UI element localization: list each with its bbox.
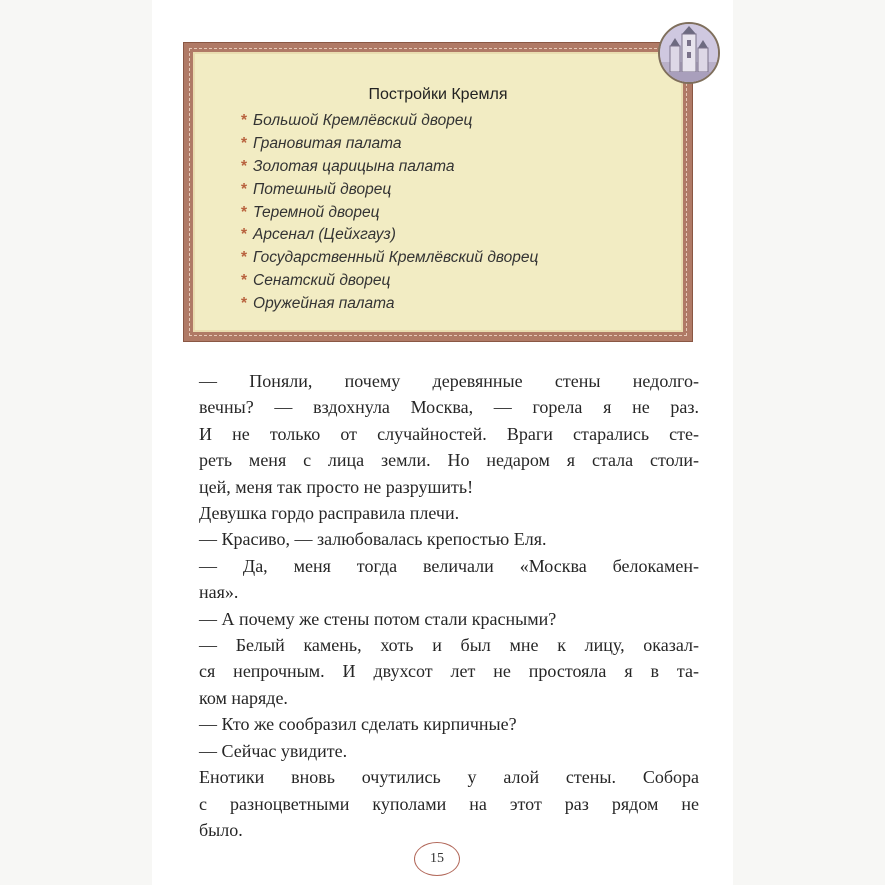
list-item: * Сенатский дворец [241, 272, 391, 290]
bullet-star: * [241, 295, 248, 313]
list-item: * Теремной дворец [241, 203, 380, 221]
bullet-star: * [241, 272, 248, 290]
list-item: * Оружейная палата [241, 295, 395, 313]
text-line: — Поняли, почему деревянные стены недолго- [199, 371, 699, 391]
text-line: с разноцветными куполами на этот раз рядом не [199, 793, 699, 814]
text-line: ся непрочным. И двухсот лет не простояла я в та- [199, 661, 699, 682]
kremlin-buildings-box [183, 42, 693, 342]
page-number: 15 [414, 842, 460, 876]
text-line: было. [199, 819, 243, 840]
bullet-star: * [241, 134, 248, 152]
box-title: Постройки Кремля [368, 86, 508, 103]
list-item: * Большой Кремлёвский дворец [241, 112, 473, 129]
text-line: И не только от случайностей. Враги старались сте- [199, 423, 699, 444]
bullet-star: * [241, 180, 248, 198]
list-item: * Потешный дворец [241, 180, 392, 198]
list-item: * Грановитая палата [241, 134, 402, 152]
bullet-star: * [241, 226, 248, 244]
list-item: * Арсенал (Цейхгауз) [241, 226, 396, 244]
text-line: — Кто же сообразил сделать кирпичные? [199, 714, 517, 735]
bullet-star: * [241, 157, 248, 175]
list-item: * Государственный Кремлёвский дворец [241, 249, 539, 267]
text-line: — А почему же стены потом стали красными? [199, 608, 557, 629]
text-line: вечны? — вздохнула Москва, — горела я не раз. [199, 397, 699, 418]
text-line: Девушка гордо расправила плечи. [199, 503, 460, 524]
text-line: — Красиво, — залюбовалась крепостью Еля. [199, 529, 547, 550]
text-line: — Сейчас увидите. [199, 740, 348, 761]
text-line: — Белый камень, хоть и был мне к лицу, оказал- [199, 635, 699, 656]
text-line: Енотики вновь очутились у алой стены. Собора [199, 767, 699, 788]
bullet-star: * [241, 203, 248, 221]
text-line: ная». [199, 582, 239, 603]
text-line: реть меня с лица земли. Но недаром я стала столи- [199, 450, 699, 471]
buildings-list [241, 110, 538, 316]
text-line: ком наряде. [199, 687, 288, 708]
text-line: — Да, меня тогда величали «Москва белокамен- [199, 555, 699, 576]
text-line: цей, меня так просто не разрушить! [199, 476, 474, 497]
kremlin-tower-emblem-icon [658, 22, 720, 84]
list-item: * Золотая царицына палата [241, 157, 455, 175]
bullet-star: * [241, 112, 248, 129]
story-text [199, 368, 699, 843]
bullet-star: * [241, 249, 248, 267]
